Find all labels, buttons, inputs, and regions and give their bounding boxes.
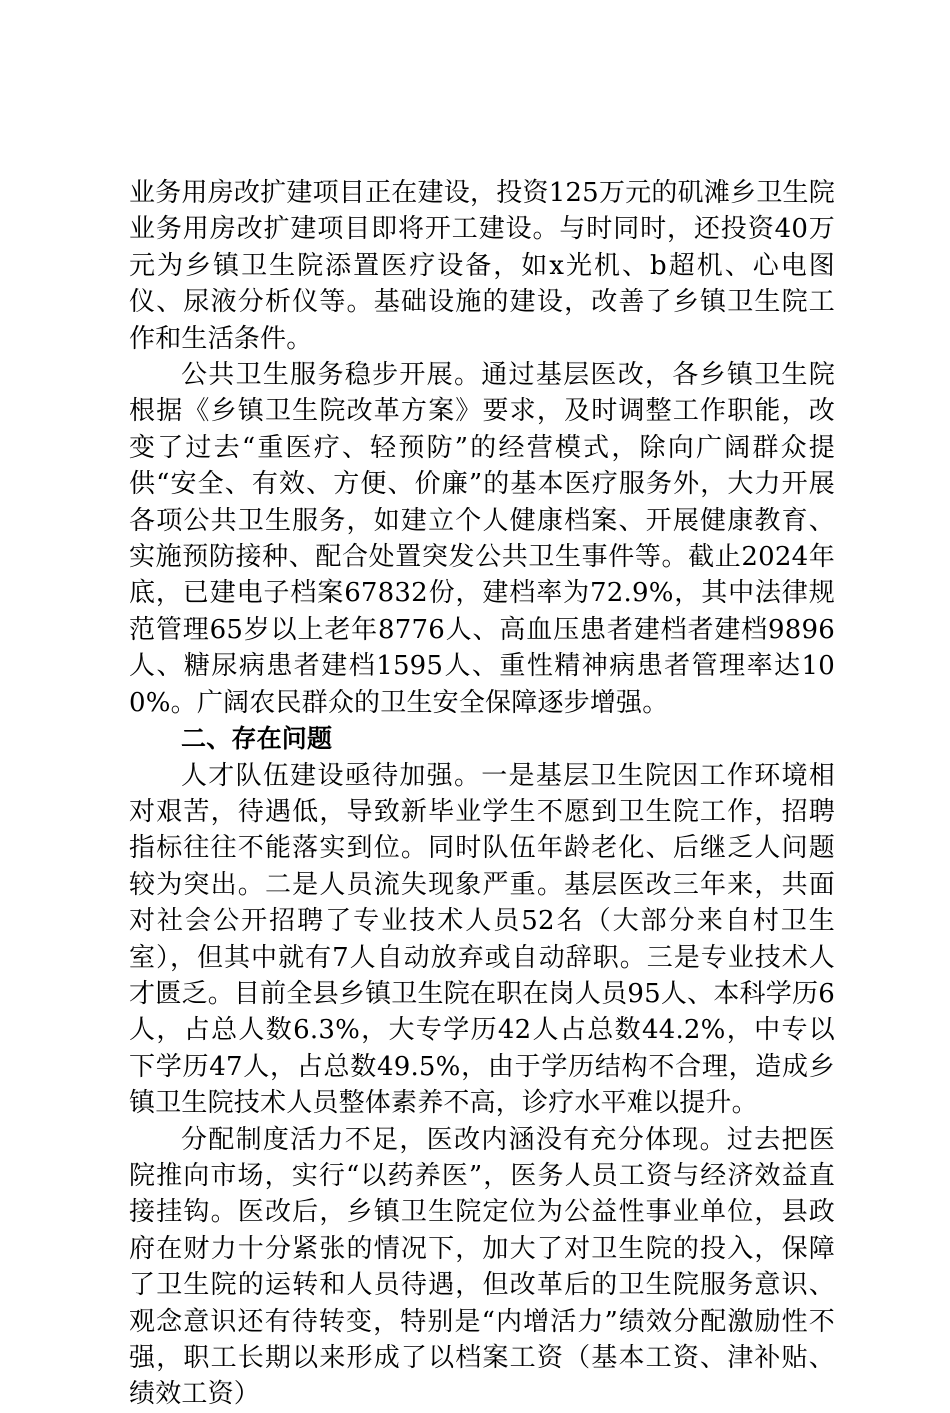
paragraph-talent-team: 人才队伍建设亟待加强。一是基层卫生院因工作环境相对艰苦，待遇低，导致新毕业学生不愿到卫生院工作，招聘指标往往不能落实到位。同时队伍年龄老化、后继乏人问题较为突出。二是人员流失现象严重。基层医改三年来，共面对社会公开招聘了专业技术人员52名（大部分来自村卫生室），但其中就有7人自动放弃或自动辞职。三是专业技术人才匮乏。目前全县乡镇卫生院在职在岗人员95人、本科学历6人，占总人数6.3%，大专学历42人占总数44.2%，中专以下学历47人，占总数49.5%，由于学历结构不合理，造成乡镇卫生院技术人员整体素养不高，诊疗水平难以提升。: [129, 760, 835, 1119]
paragraph-infrastructure: 业务用房改扩建项目正在建设，投资125万元的矶滩乡卫生院业务用房改扩建项目即将开工建设。与时同时，还投资40万元为乡镇卫生院添置医疗设备，如x光机、b超机、心电图仪、尿液分析仪等。基础设施的建设，改善了乡镇卫生院工作和生活条件。: [129, 178, 835, 354]
paragraph-distribution-system: 分配制度活力不足，医改内涵没有充分体现。过去把医院推向市场，实行“以药养医”，医务人员工资与经济效益直接挂钩。医改后，乡镇卫生院定位为公益性事业单位，县政府在财力十分紧张的情况下，加大了对卫生院的投入，保障了卫生院的运转和人员待遇，但改革后的卫生院服务意识、观念意识还有待转变，特别是“内增活力”绩效分配激励性不强，职工长期以来形成了以档案工资（基本工资、津补贴、绩效工资）: [129, 1124, 835, 1410]
document-body: [129, 175, 835, 1413]
section-heading-problems: 二、存在问题: [181, 724, 333, 754]
paragraph-public-health: 公共卫生服务稳步开展。通过基层医改，各乡镇卫生院根据《乡镇卫生院改革方案》要求，及时调整工作职能，改变了过去“重医疗、轻预防”的经营模式，除向广阔群众提供“安全、有效、方便、价廉”的基本医疗服务外，大力开展各项公共卫生服务，如建立个人健康档案、开展健康教育、实施预防接种、配合处置突发公共卫生事件等。截止2024年底，已建电子档案67832份，建档率为72.9%，其中法律规范管理65岁以上老年8776人、高血压患者建档者建档9896人、糖尿病患者建档1595人、重性精神病患者管理率达100%。广阔农民群众的卫生安全保障逐步增强。: [129, 360, 835, 718]
